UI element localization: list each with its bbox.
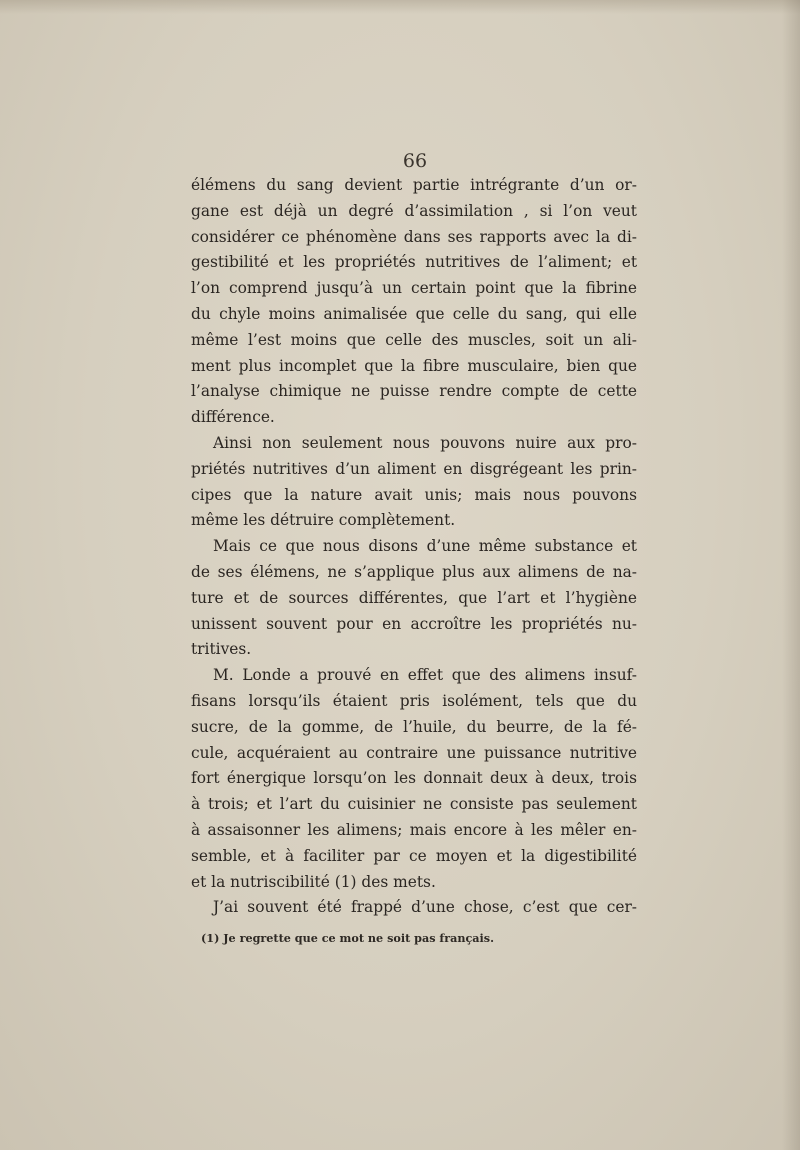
text-line: fisans lorsqu’ils étaient pris isolément, tels que du: [191, 691, 637, 710]
text-line: du chyle moins animalisée que celle du sang, qui elle: [191, 304, 637, 323]
text-line: à trois; et l’art du cuisinier ne consiste pas seulement: [191, 795, 637, 814]
text-line: élémens du sang devient partie intrégrante d’un or-: [191, 176, 637, 194]
text-line: ture et de sources différentes, que l’art et l’hygiène: [191, 588, 637, 607]
text-line: ment plus incomplet que la fibre musculaire, bien que: [191, 356, 637, 375]
text-line: considérer ce phénomène dans ses rapports avec la di-: [191, 227, 637, 246]
page-right-shadow: [782, 0, 800, 1150]
text-line: et la nutriscibilité (1) des mets.: [191, 872, 436, 891]
text-line: gestibilité et les propriétés nutritives de l’aliment; et: [191, 253, 637, 272]
text-line: Ainsi non seulement nous pouvons nuire aux pro-: [213, 433, 637, 452]
text-line: priétés nutritives d’un aliment en disgrégeant les prin-: [191, 459, 637, 478]
text-line: J’ai souvent été frappé d’une chose, c’est que cer-: [213, 898, 637, 917]
text-line: même l’est moins que celle des muscles, soit un ali-: [191, 330, 637, 349]
text-line: de ses élémens, ne s’applique plus aux alimens de na-: [191, 562, 637, 581]
page-number: 66: [402, 150, 428, 172]
text-line: M. Londe a prouvé en effet que des alimens insuf-: [213, 666, 637, 685]
text-line: cipes que la nature avait unis; mais nous pouvons: [191, 485, 637, 504]
text-line: semble, et à faciliter par ce moyen et la digestibilité: [191, 846, 637, 865]
text-line: cule, acquéraient au contraire une puissance nutritive: [191, 743, 637, 762]
text-line: même les détruire complètement.: [191, 511, 456, 530]
text-line: fort énergique lorsqu’on les donnait deux à deux, trois: [191, 769, 637, 788]
text-line: l’on comprend jusqu’à un certain point que la fibrine: [191, 279, 637, 298]
text-line: tritives.: [191, 640, 252, 659]
text-line: Mais ce que nous disons d’une même substance et: [213, 537, 637, 556]
text-line: à assaisonner les alimens; mais encore à les mêler en-: [191, 820, 637, 839]
page-top-shadow: [0, 0, 800, 14]
text-line: sucre, de la gomme, de l’huile, du beurre, de la fé-: [191, 717, 637, 736]
text-line: l’analyse chimique ne puisse rendre compte de cette: [191, 382, 637, 401]
footnote: (1) Je regrette que ce mot ne soit pas français.: [201, 931, 494, 945]
body-text: [191, 173, 637, 921]
text-line: gane est déjà un degré d’assimilation , si l’on veut: [191, 201, 637, 220]
text-line: unissent souvent pour en accroître les propriétés nu-: [191, 614, 637, 633]
text-line: différence.: [191, 408, 275, 427]
